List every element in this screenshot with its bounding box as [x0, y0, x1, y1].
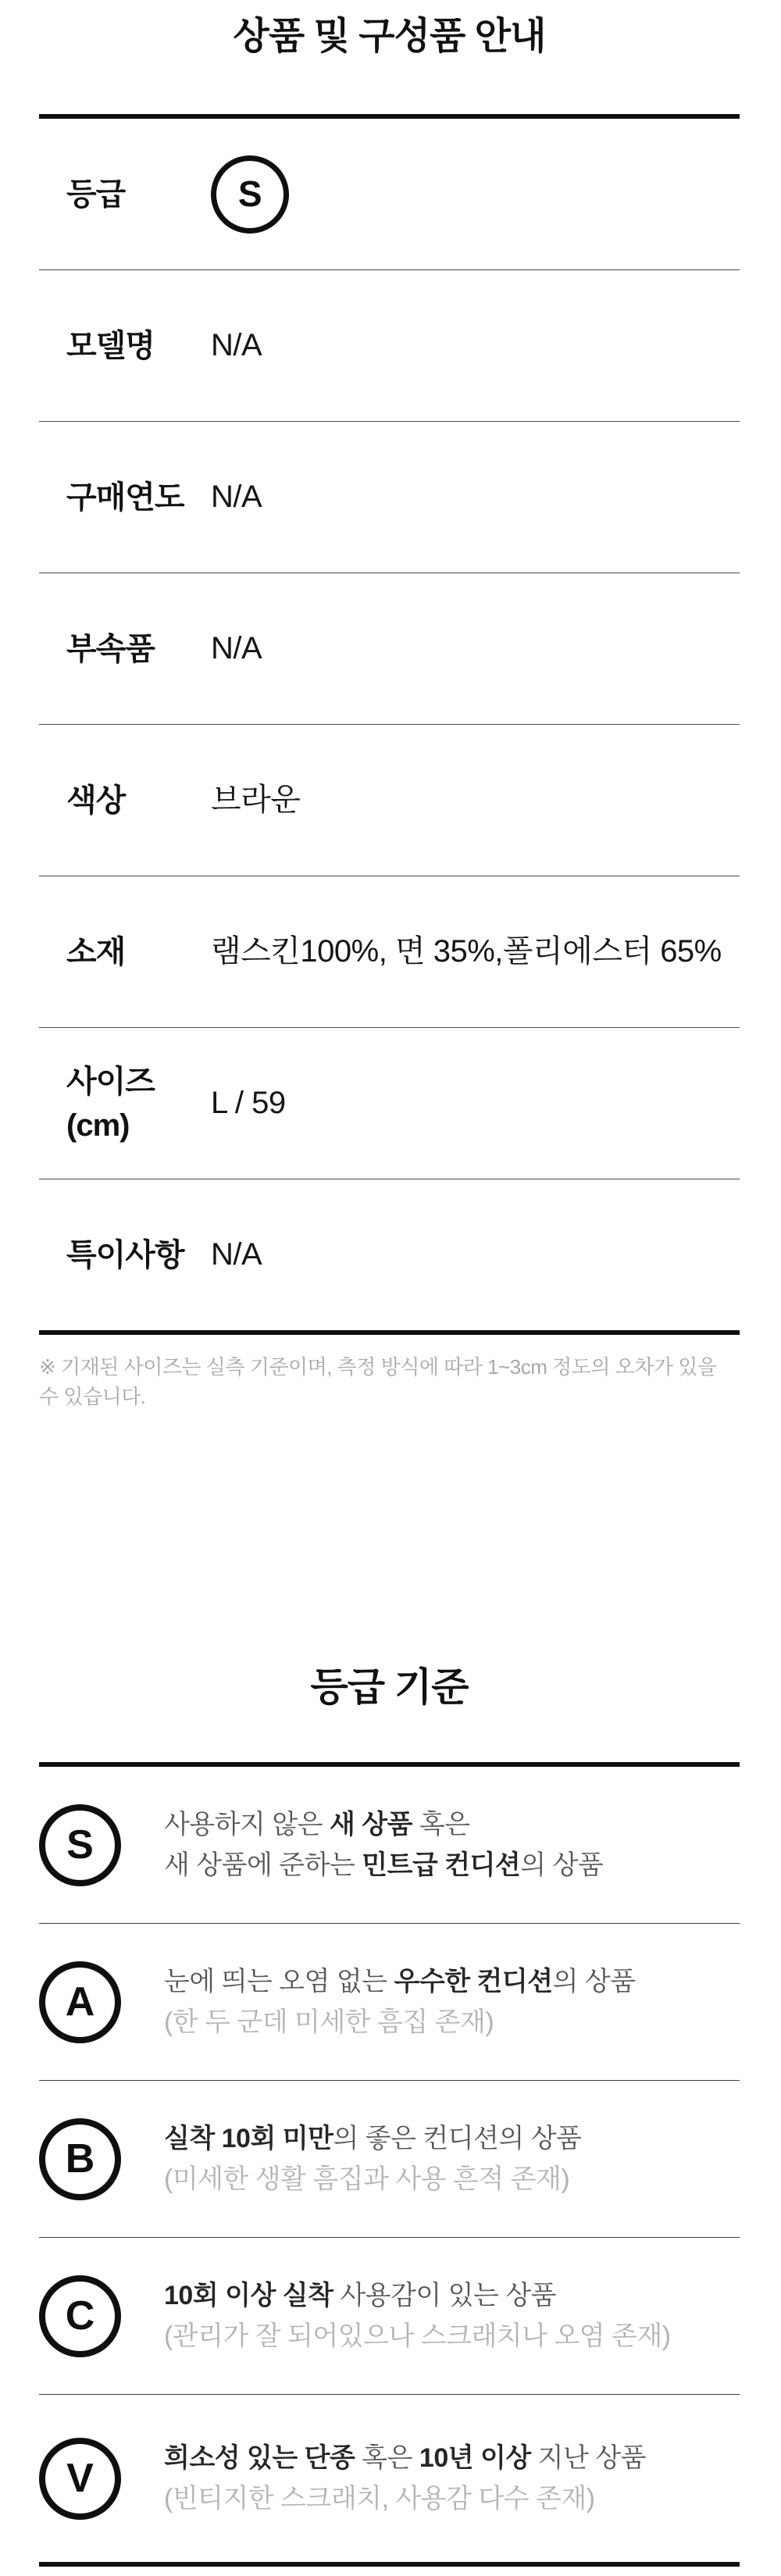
row-label: 사이즈 (cm): [66, 1064, 155, 1143]
row-value: [211, 155, 726, 234]
grade-desc-line: [164, 1961, 636, 2002]
grade-desc-line: [164, 2159, 581, 2200]
product-info-table: [39, 114, 740, 1335]
row-value: 램스킨100%, 면 35%,폴리에스터 65%: [211, 934, 722, 969]
grade-badge-a: A: [39, 1961, 121, 2043]
row-value: 브라운: [211, 783, 301, 817]
grade-description: [164, 1804, 603, 1886]
grade-description: [164, 2118, 581, 2200]
page-content: [39, 0, 740, 2567]
grade-desc-segment: (미세한 생활 흠집과 사용 흔적 존재): [164, 2164, 570, 2194]
grade-desc-segment: 새 상품에 준하는: [164, 1850, 362, 1880]
row-value: N/A: [211, 328, 262, 362]
row-value: L / 59: [211, 1086, 286, 1120]
grade-desc-bold-segment: 우수한 컨디션: [394, 1967, 553, 1996]
table-row-model: [39, 269, 740, 421]
grade-desc-line: [164, 2002, 636, 2043]
grade-row-b: [39, 2080, 740, 2237]
grade-desc-bold-segment: 희소성 있는 단종: [164, 2443, 355, 2473]
grade-desc-segment: 사용하지 않은: [164, 1810, 330, 1839]
grade-desc-line: [164, 2275, 671, 2316]
grade-desc-segment: (관리가 잘 되어있으나 스크래치나 오염 존재): [164, 2321, 671, 2351]
row-label: 특이사항: [66, 1237, 184, 1272]
grade-criteria-table: [39, 1762, 740, 2567]
table-row-size: [39, 1027, 740, 1179]
grade-badge-s: S: [211, 155, 289, 234]
row-value: N/A: [211, 480, 262, 514]
grade-desc-segment: 혹은: [412, 1810, 470, 1839]
grade-row-v: [39, 2394, 740, 2562]
table-row-accessories: [39, 573, 740, 724]
grade-description: [164, 2438, 646, 2519]
grade-desc-line: [164, 2316, 671, 2357]
grade-criteria-title: 등급 기준: [310, 1665, 469, 1709]
row-label: 등급: [66, 177, 126, 212]
row-value: N/A: [211, 631, 262, 665]
grade-desc-segment: 혹은: [355, 2443, 419, 2473]
grade-desc-bold-segment: 민트급 컨디션: [362, 1850, 521, 1880]
grade-desc-segment: 눈에 띄는 오염 없는: [164, 1967, 394, 1996]
grade-row-s: [39, 1767, 740, 1923]
row-value: N/A: [211, 1237, 262, 1272]
grade-badge-s: S: [39, 1804, 121, 1886]
grade-desc-segment: 의 상품: [552, 1967, 636, 1996]
grade-desc-line: [164, 2438, 646, 2478]
grade-badge-c: C: [39, 2275, 121, 2357]
product-info-title: 상품 및 구성품 안내: [233, 16, 546, 57]
grade-desc-line: [164, 1804, 603, 1845]
grade-desc-bold-segment: 10회 이상 실착: [164, 2281, 333, 2310]
size-disclaimer-footnote: ※ 기재된 사이즈는 실측 기준이며, 측정 방식에 따라 1~3cm 정도의 오차가 있을 수 있습니다.: [39, 1355, 717, 1408]
row-label: 소재: [66, 934, 126, 969]
grade-desc-bold-segment: 실착 10회 미만: [164, 2124, 333, 2153]
grade-desc-line: [164, 2118, 581, 2159]
table-row-material: [39, 876, 740, 1027]
row-label: 구매연도: [66, 480, 184, 515]
grade-desc-bold-segment: 10년 이상: [419, 2443, 531, 2473]
grade-desc-segment: (빈티지한 스크래치, 사용감 다수 존재): [164, 2484, 595, 2514]
table-row-grade: [39, 119, 740, 269]
row-label: 모델명: [66, 328, 155, 363]
grade-badge-v: V: [39, 2438, 121, 2520]
grade-desc-bold-segment: 새 상품: [329, 1810, 412, 1839]
row-label: 부속품: [66, 631, 155, 666]
grade-badge-b: B: [39, 2118, 121, 2200]
table-row-notes: [39, 1179, 740, 1330]
grade-row-c: [39, 2237, 740, 2394]
grade-desc-line: [164, 2478, 646, 2519]
grade-desc-segment: 지난 상품: [530, 2443, 646, 2473]
grade-description: [164, 1961, 636, 2043]
grade-desc-line: [164, 1845, 603, 1886]
grade-desc-segment: 의 상품: [520, 1850, 604, 1880]
grade-row-a: [39, 1923, 740, 2080]
grade-desc-segment: (한 두 군데 미세한 흠집 존재): [164, 2007, 494, 2037]
row-label: 색상: [66, 783, 126, 818]
grade-desc-segment: 의 좋은 컨디션의 상품: [333, 2124, 582, 2153]
table-row-color: [39, 724, 740, 876]
grade-description: [164, 2275, 671, 2357]
table-row-purchase-year: [39, 421, 740, 573]
grade-desc-segment: 사용감이 있는 상품: [333, 2281, 557, 2310]
